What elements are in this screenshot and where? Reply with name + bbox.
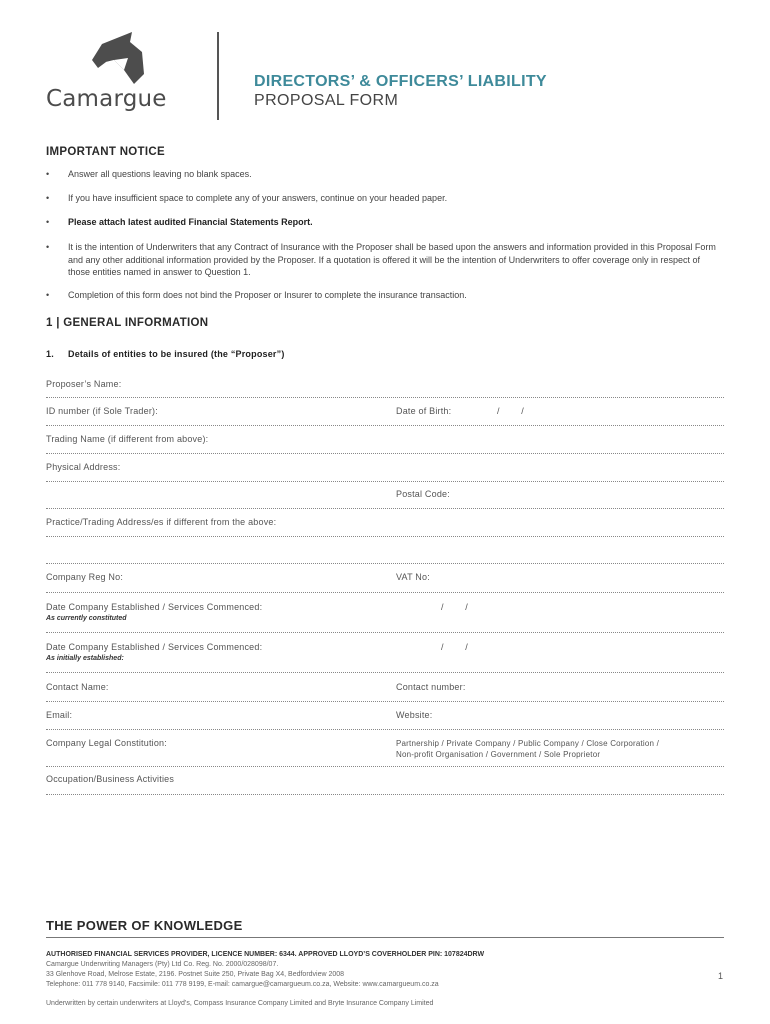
notice-text: It is the intention of Underwriters that any Contract of Insurance with the Proposer shall be based upon the answers and information provided in this Proposal Form and any other additional information provided by the Proposer. If a quotation is offered it will be the intention of Underwriters to offer coverage only in respect of those entities named in answer to Question 1. bbox=[68, 242, 716, 277]
form-subtitle: PROPOSAL FORM bbox=[254, 92, 399, 109]
id-number-label: ID number (if Sole Trader): bbox=[46, 406, 158, 416]
bullet-icon: • bbox=[46, 217, 50, 227]
id-number-field[interactable] bbox=[46, 425, 724, 426]
notice-item bbox=[46, 168, 726, 182]
bullet-icon: • bbox=[46, 169, 50, 179]
trading-name-field[interactable] bbox=[46, 453, 724, 454]
contact-number-label: Contact number: bbox=[396, 682, 466, 692]
as-currently-note: As currently constituted bbox=[46, 615, 127, 622]
constitution-options-line: Partnership / Private Company / Public Company / Close Corporation / bbox=[396, 739, 660, 748]
notice-text: Answer all questions leaving no blank spaces. bbox=[68, 169, 252, 179]
footer-company: Camargue Underwriting Managers (Pty) Ltd Co. Reg. No. 2000/028098/07. bbox=[46, 961, 279, 968]
footer-underwritten: Underwritten by certain underwriters at Lloyd’s, Compass Insurance Company Limited and Bryte Insurance Company Limited bbox=[46, 1000, 434, 1007]
practice-address-field[interactable] bbox=[46, 563, 724, 564]
date-established-initial-label: Date Company Established / Services Commenced: bbox=[46, 642, 263, 652]
company-reg-field[interactable] bbox=[46, 592, 724, 593]
footer-tagline: THE POWER OF KNOWLEDGE bbox=[46, 918, 243, 933]
date-established-label: Date Company Established / Services Commenced: bbox=[46, 602, 263, 612]
website-label: Website: bbox=[396, 710, 433, 720]
postal-code-field[interactable] bbox=[46, 508, 724, 509]
notice-heading: IMPORTANT NOTICE bbox=[46, 146, 165, 158]
notice-item bbox=[46, 241, 726, 281]
footer-license: AUTHORISED FINANCIAL SERVICES PROVIDER, LICENCE NUMBER: 6344. APPROVED LLOYD’S COVERHOLDER PIN: 107824DRW bbox=[46, 951, 485, 958]
form-title: DIRECTORS’ & OFFICERS’ LIABILITY bbox=[254, 73, 547, 90]
notice-text: Please attach latest audited Financial Statements Report. bbox=[68, 217, 313, 227]
notice-text: If you have insufficient space to complete any of your answers, continue on your headed paper. bbox=[68, 193, 448, 203]
general-heading: 1 | GENERAL INFORMATION bbox=[46, 317, 209, 329]
question-number: 1. bbox=[46, 349, 54, 359]
legal-constitution-label: Company Legal Constitution: bbox=[46, 738, 167, 748]
as-initially-note: As initially established: bbox=[46, 655, 124, 662]
postal-code-label: Postal Code: bbox=[396, 489, 450, 499]
date-established-initial-field[interactable]: / / bbox=[441, 642, 469, 652]
dob-label: Date of Birth: bbox=[396, 406, 452, 416]
notice-item bbox=[46, 216, 726, 230]
date-established-line[interactable] bbox=[46, 632, 724, 633]
proposer-name-field[interactable] bbox=[46, 397, 724, 398]
email-label: Email: bbox=[46, 710, 73, 720]
occupation-field[interactable] bbox=[46, 794, 724, 795]
horse-head-icon bbox=[84, 30, 154, 86]
physical-address-field[interactable] bbox=[46, 481, 724, 482]
bullet-icon: • bbox=[46, 242, 50, 252]
header-divider bbox=[217, 32, 219, 120]
physical-address-label: Physical Address: bbox=[46, 462, 121, 472]
trading-name-label: Trading Name (if different from above): bbox=[46, 434, 209, 444]
date-established-initial-line[interactable] bbox=[46, 672, 724, 673]
proposer-name-label: Proposer’s Name: bbox=[46, 379, 122, 389]
bullet-icon: • bbox=[46, 193, 50, 203]
date-established-field[interactable]: / / bbox=[441, 602, 469, 612]
bullet-icon: • bbox=[46, 290, 50, 300]
notice-item bbox=[46, 289, 726, 303]
company-reg-label: Company Reg No: bbox=[46, 572, 124, 582]
constitution-options[interactable] bbox=[396, 738, 659, 760]
page-number: 1 bbox=[718, 971, 724, 981]
footer-rule bbox=[46, 937, 724, 938]
email-field[interactable] bbox=[46, 729, 724, 730]
footer-address: 33 Glenhove Road, Melrose Estate, 2196. Postnet Suite 250, Private Bag X4, Bedfordview 2008 bbox=[46, 971, 345, 978]
contact-name-label: Contact Name: bbox=[46, 682, 109, 692]
notice-text: Completion of this form does not bind the Proposer or Insurer to complete the insurance transaction. bbox=[68, 290, 467, 300]
vat-no-label: VAT No: bbox=[396, 572, 430, 582]
occupation-label: Occupation/Business Activities bbox=[46, 774, 175, 784]
legal-constitution-field[interactable] bbox=[46, 766, 724, 767]
brand-name: Camargue bbox=[46, 86, 167, 112]
footer-contact: Telephone: 011 778 9140, Facsimile: 011 778 9199, E-mail: camargue@camargueum.co.za, Website: www.camargueum.co.za bbox=[46, 981, 439, 988]
contact-field[interactable] bbox=[46, 701, 724, 702]
practice-address-label: Practice/Trading Address/es if different from the above: bbox=[46, 517, 277, 527]
notice-item bbox=[46, 192, 726, 206]
practice-address-field[interactable] bbox=[46, 536, 724, 537]
constitution-options-line: Non-profit Organisation / Government / Sole Proprietor bbox=[396, 750, 601, 759]
dob-field[interactable]: / / bbox=[497, 406, 525, 416]
question-text: Details of entities to be insured (the “Proposer”) bbox=[68, 349, 285, 359]
brand-logo bbox=[46, 30, 186, 114]
